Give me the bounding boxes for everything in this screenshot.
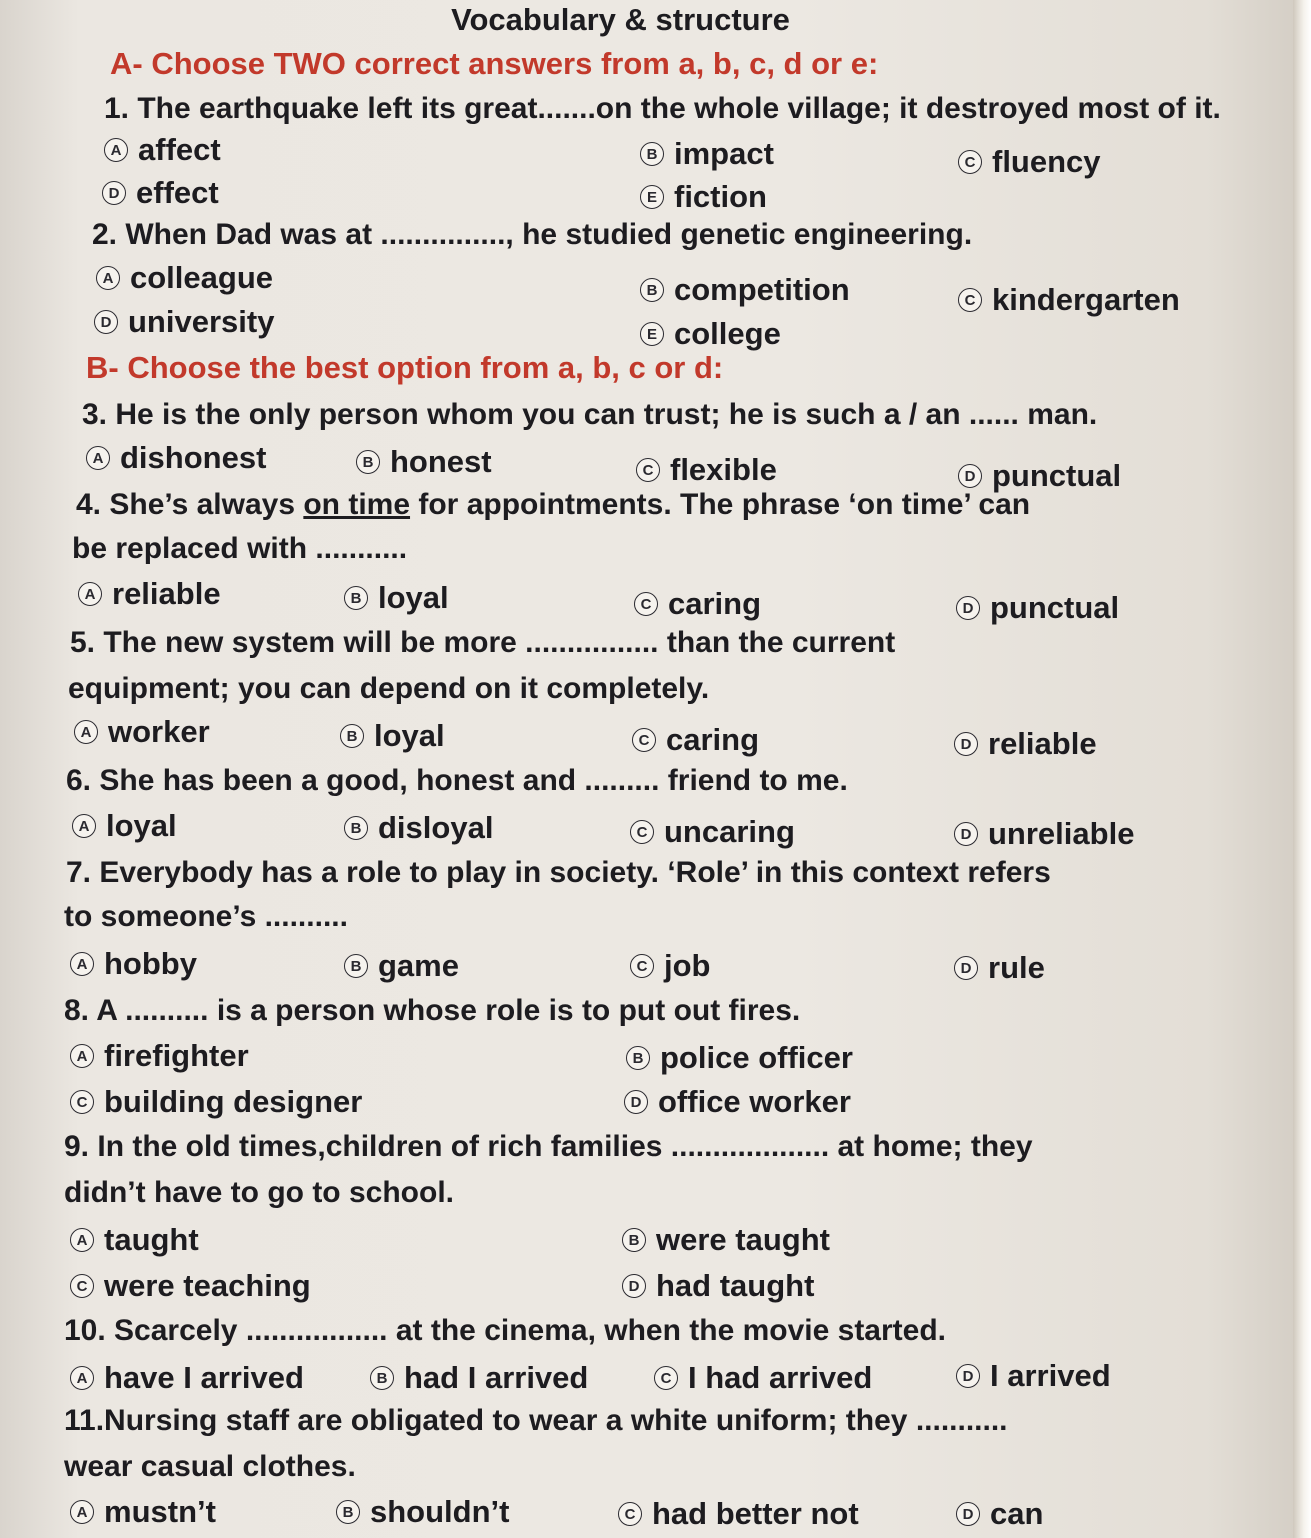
q5-option-d[interactable]: D reliable [954,726,1097,762]
option-letter-b: B [340,724,364,748]
q2-option-b[interactable]: B competition [640,272,850,308]
option-letter-c: C [958,150,982,174]
q4-option-c[interactable]: C caring [634,586,761,622]
question-5: 5. The new system will be more ................ than the current [70,626,896,659]
option-letter-a: A [72,814,96,838]
q11-option-b[interactable]: B shouldn’t [336,1494,509,1530]
option-letter-a: A [86,446,110,470]
section-b-heading: B- Choose the best option from a, b, c or d: [86,350,724,385]
q3-option-c[interactable]: C flexible [636,452,777,488]
option-letter-c: C [618,1502,642,1526]
option-letter-d: D [624,1090,648,1114]
q4-option-a[interactable]: A reliable [78,576,221,612]
q7-option-b[interactable]: B game [344,948,459,984]
q1-option-a[interactable]: A affect [104,132,221,168]
option-letter-b: B [640,142,664,166]
q2-option-d[interactable]: D university [94,304,274,340]
q8-option-a[interactable]: A firefighter [70,1038,249,1074]
question-7-line-2: to someone’s .......... [64,900,348,933]
option-letter-a: A [70,1044,94,1068]
q8-option-c[interactable]: C building designer [70,1084,362,1120]
option-letter-d: D [956,1364,980,1388]
q1-option-c[interactable]: C fluency [958,144,1101,180]
q1-option-b[interactable]: B impact [640,136,774,172]
option-letter-a: A [70,952,94,976]
q2-option-e[interactable]: E college [640,316,781,352]
page-title: Vocabulary & structure [451,2,790,37]
q6-option-b[interactable]: B disloyal [344,810,493,846]
q9-option-b[interactable]: B were taught [622,1222,830,1258]
option-letter-d: D [94,310,118,334]
underlined-phrase: on time [303,488,411,521]
q11-option-a[interactable]: A mustn’t [70,1494,216,1530]
q5-option-b[interactable]: B loyal [340,718,445,754]
option-letter-d: D [958,464,982,488]
q5-option-a[interactable]: A worker [74,714,210,750]
question-9-line-2: didn’t have to go to school. [64,1176,454,1209]
option-letter-a: A [78,582,102,606]
q3-option-a[interactable]: A dishonest [86,440,266,476]
q11-option-c[interactable]: C had better not [618,1496,859,1532]
question-5-line-2: equipment; you can depend on it completely. [68,672,710,705]
option-letter-a: A [70,1500,94,1524]
option-letter-c: C [634,592,658,616]
q6-option-c[interactable]: C uncaring [630,814,795,850]
option-letter-c: C [630,820,654,844]
option-letter-c: C [630,954,654,978]
question-3: 3. He is the only person whom you can trust; he is such a / an ...... man. [82,398,1098,431]
page-edge [1293,0,1311,1538]
q1-option-d[interactable]: D effect [102,175,219,211]
q6-option-a[interactable]: A loyal [72,808,177,844]
q6-option-d[interactable]: D unreliable [954,816,1134,852]
option-letter-c: C [654,1366,678,1390]
q3-option-b[interactable]: B honest [356,444,492,480]
option-letter-c: C [636,458,660,482]
q9-option-d[interactable]: D had taught [622,1268,814,1304]
q3-option-d[interactable]: D punctual [958,458,1121,494]
q10-option-b[interactable]: B had I arrived [370,1360,588,1396]
option-letter-b: B [640,278,664,302]
option-letter-a: A [104,138,128,162]
option-letter-e: E [640,185,664,209]
option-letter-c: C [958,288,982,312]
option-letter-d: D [102,181,126,205]
question-1: 1. The earthquake left its great.......on the whole village; it destroyed most of it. [104,92,1221,125]
q4-option-d[interactable]: D punctual [956,590,1119,626]
option-letter-c: C [70,1090,94,1114]
question-7: 7. Everybody has a role to play in society. ‘Role’ in this context refers [66,856,1051,889]
question-11: 11.Nursing staff are obligated to wear a white uniform; they ........... [64,1404,1008,1437]
option-letter-d: D [622,1274,646,1298]
q7-option-a[interactable]: A hobby [70,946,197,982]
question-4-line-2: be replaced with ........... [72,532,408,565]
q8-option-d[interactable]: D office worker [624,1084,851,1120]
option-letter-c: C [632,728,656,752]
question-10: 10. Scarcely ................. at the cinema, when the movie started. [64,1314,946,1347]
option-letter-b: B [356,450,380,474]
question-4: 4. She’s always on time for appointments. The phrase ‘on time’ can [76,488,1031,521]
q9-option-a[interactable]: A taught [70,1222,199,1258]
q1-option-e[interactable]: E fiction [640,179,767,215]
q8-option-b[interactable]: B police officer [626,1040,853,1076]
option-letter-b: B [622,1228,646,1252]
option-letter-d: D [956,1502,980,1526]
option-letter-b: B [626,1046,650,1070]
option-letter-b: B [344,586,368,610]
q5-option-c[interactable]: C caring [632,722,759,758]
question-9: 9. In the old times,children of rich families ................... at home; they [64,1130,1033,1163]
option-letter-c: C [70,1274,94,1298]
q7-option-c[interactable]: C job [630,948,711,984]
option-letter-b: B [344,816,368,840]
q2-option-a[interactable]: A colleague [96,260,273,296]
option-letter-b: B [336,1500,360,1524]
q4-option-b[interactable]: B loyal [344,580,449,616]
option-letter-a: A [70,1366,94,1390]
question-11-line-2: wear casual clothes. [64,1450,356,1483]
question-2: 2. When Dad was at ..............., he studied genetic engineering. [92,218,973,251]
option-letter-d: D [956,596,980,620]
q10-option-a[interactable]: A have I arrived [70,1360,304,1396]
q10-option-c[interactable]: C I had arrived [654,1360,872,1396]
q9-option-c[interactable]: C were teaching [70,1268,311,1304]
q11-option-d[interactable]: D can [956,1496,1043,1532]
q7-option-d[interactable]: D rule [954,950,1045,986]
option-letter-e: E [640,322,664,346]
option-letter-a: A [96,266,120,290]
question-8: 8. A .......... is a person whose role is to put out fires. [64,994,801,1027]
option-letter-d: D [954,822,978,846]
option-letter-b: B [370,1366,394,1390]
option-letter-d: D [954,956,978,980]
section-a-heading: A- Choose TWO correct answers from a, b, c, d or e: [110,46,879,81]
question-6: 6. She has been a good, honest and ......... friend to me. [66,764,848,797]
q2-option-c[interactable]: C kindergarten [958,282,1180,318]
q10-option-d[interactable]: D I arrived [956,1358,1111,1394]
option-letter-a: A [70,1228,94,1252]
option-letter-a: A [74,720,98,744]
option-letter-b: B [344,954,368,978]
option-letter-d: D [954,732,978,756]
